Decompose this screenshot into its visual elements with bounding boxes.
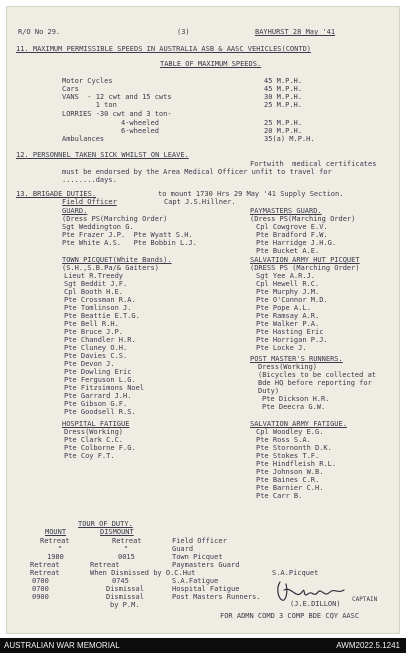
- tour-dismount: Dismissal: [106, 593, 144, 601]
- list-item: Pte Bruce J.P.: [64, 328, 124, 336]
- tour-mount: 1980: [47, 553, 64, 561]
- list-item: Pte Clark C.C.: [64, 436, 124, 444]
- speed-row-vehicle: 1 ton: [62, 101, 117, 109]
- tour-dismount: Dismissal: [106, 585, 144, 593]
- list-item: Pte Colborne F.G.: [64, 444, 136, 452]
- speed-row-value: 25 M.P.H.: [264, 101, 302, 109]
- speed-row-value: 45 M.P.H.: [264, 85, 302, 93]
- tour-duty: Hospital Fatigue: [172, 585, 240, 593]
- archive-footer: [0, 638, 406, 653]
- mount-instruction: to mount 1730 Hrs 29 May '41 Supply Section.: [158, 190, 344, 198]
- list-item: Pte Pope A.L.: [256, 304, 311, 312]
- list-item: Pte Baines C.R.: [256, 476, 320, 484]
- list-item: Pte Hindfleish R.L.: [256, 460, 337, 468]
- speed-row-value: 20 M.P.H.: [264, 127, 302, 135]
- list-item: Pte Fitzsimons Noel: [64, 384, 145, 392]
- order-reference: R/O No 29.: [18, 28, 61, 36]
- archive-name: AUSTRALIAN WAR MEMORIAL: [4, 641, 120, 650]
- list-item: Pte Johnson W.B.: [256, 468, 324, 476]
- duty-title: HOSPITAL FATIGUE: [62, 420, 130, 428]
- list-item: Pte Horrigan P.J.: [256, 336, 328, 344]
- duty-dress: (S.H.,S.B.Pa/& Gaiters): [62, 264, 159, 272]
- list-item: Pte Crossman R.A.: [64, 296, 136, 304]
- signatory-name: (J.E.DILLON): [290, 600, 341, 608]
- tour-mount: Retreat: [30, 561, 60, 569]
- duty-dress: (Dress PS(Marching Order): [250, 215, 356, 223]
- duty-title: GUARD.: [62, 207, 88, 215]
- tour-dismount: ": [124, 545, 129, 553]
- archive-reference: AWM2022.5.1241: [336, 641, 400, 650]
- tour-dismount: Retreat: [112, 537, 142, 545]
- list-item: Pte Dowling Eric: [64, 368, 132, 376]
- speed-row-vehicle: 4-wheeled: [62, 119, 159, 127]
- section-11-heading: 11. MAXIMUM PERMISSIBLE SPEEDS IN AUSTRALIA ASB & AASC VEHICLES(CONTD): [16, 45, 312, 53]
- list-item: Pte White A.S. Pte Bobbin L.J.: [62, 239, 197, 247]
- list-item: Pte Barnier C.H.: [256, 484, 324, 492]
- list-item: Pte Coy F.T.: [64, 452, 115, 460]
- list-item: Pte Davies C.S.: [64, 352, 128, 360]
- list-item: (Bicycles to be collected at: [258, 371, 377, 379]
- list-item: Dress(Working): [64, 428, 124, 436]
- list-item: Pte Goodsell R.S.: [64, 408, 136, 416]
- field-officer-label: Field Officer: [62, 198, 117, 206]
- tour-mount: 0900: [32, 593, 49, 601]
- section-13-heading: 13. BRIGADE DUTIES.: [16, 190, 97, 198]
- list-item: Sgt Yee A.R.J.: [256, 272, 316, 280]
- list-item: Pte Beattie E.T.G.: [64, 312, 140, 320]
- list-item: Pte Tomlinson J.: [64, 304, 132, 312]
- list-item: Pte O'Connor M.D.: [256, 296, 328, 304]
- list-item: Pte Hasting Eric: [256, 328, 324, 336]
- section-12-text: must be endorsed by the Area Medical Officer unfit to travel for: [62, 168, 332, 176]
- speed-table-title: TABLE OF MAXIMUM SPEEDS.: [160, 60, 262, 68]
- speed-row-vehicle: Motor Cycles: [62, 77, 113, 85]
- tour-mount: 0700: [32, 585, 49, 593]
- duty-dress: (DRESS PS (Marching Order): [250, 264, 360, 272]
- duty-title: TOWN PICQUET(White Bands).: [62, 256, 172, 264]
- list-item: Duty): [258, 387, 280, 395]
- tour-header-dismount: DISMOUNT: [100, 528, 134, 536]
- tour-duty: Guard: [172, 545, 194, 553]
- list-item: Pte Bucket A.E.: [256, 247, 320, 255]
- tour-dismount: by P.M.: [110, 601, 140, 609]
- list-item: Cpl Hewell R.C.: [256, 280, 320, 288]
- speed-row-vehicle: Cars: [62, 85, 79, 93]
- speed-row-vehicle: LORRIES -30 cwt and 3 ton-: [62, 110, 172, 118]
- list-item: Pte Ross S.A.: [256, 436, 311, 444]
- signoff-line: FOR ADMN COMD 3 COMP BDE CQY AASC: [220, 612, 360, 620]
- tour-duty: Post Masters Runners.: [172, 593, 261, 601]
- list-item: Pte Garrard J.H.: [64, 392, 132, 400]
- tour-dismount: Retreat: [90, 561, 120, 569]
- list-item: Pte Devon J.: [64, 360, 115, 368]
- list-item: Lieut R.Treedy: [64, 272, 124, 280]
- list-item: Pte Stornonth D.K.: [256, 444, 332, 452]
- list-item: Pte Bell R.H.: [64, 320, 119, 328]
- list-item: Pte Ramsay A.R.: [256, 312, 320, 320]
- duty-title: SALVATION ARMY HUT PICQUET: [250, 256, 360, 264]
- duty-title: PAYMASTERS GUARD.: [250, 207, 322, 215]
- list-item: Bde HQ before reporting for: [258, 379, 372, 387]
- tour-dismount: 0015: [118, 553, 135, 561]
- location-date: BAYHURST 28 May '41: [255, 28, 336, 36]
- list-item: Pte Stokes T.F.: [256, 452, 320, 460]
- list-item: Pte Walker P.A.: [256, 320, 320, 328]
- tour-duty: Paymasters Guard: [172, 561, 240, 569]
- speed-row-value: 45 M.P.H.: [264, 77, 302, 85]
- list-item: Pte Gibson G.F.: [64, 400, 128, 408]
- list-item: Cpl Woodley E.G.: [256, 428, 324, 436]
- list-item: Sgt Weddington G.: [62, 223, 134, 231]
- signatory-rank: CAPTAIN: [352, 596, 378, 603]
- sheet-number: (3): [177, 28, 190, 36]
- tour-header-mount: MOUNT: [45, 528, 67, 536]
- list-item: Pte Cluney O.H.: [64, 344, 128, 352]
- list-item: Cpl Cowgrove E.V.: [256, 223, 328, 231]
- list-item: Pte Ferguson L.G.: [64, 376, 136, 384]
- duty-title: SALVATION ARMY FATIGUE.: [250, 420, 347, 428]
- speed-row-vehicle: Ambulances: [62, 135, 105, 143]
- duty-dress: (Dress PS(Marching Order): [62, 215, 168, 223]
- tour-duty: Field Officer: [172, 537, 227, 545]
- speed-row-vehicle: VANS - 12 cwt and 15 cwts: [62, 93, 172, 101]
- list-item: Pte Bradford F.W.: [256, 231, 328, 239]
- tour-dismount: When Dismissed by O.C.Hut: [90, 569, 196, 577]
- list-item: Pte Locke J.: [256, 344, 307, 352]
- tour-mount: ": [58, 545, 63, 553]
- list-item: Pte Harridge J.H.G.: [256, 239, 337, 247]
- list-item: Pte Murphy J.M.: [256, 288, 320, 296]
- section-12-text: ........days.: [62, 176, 117, 184]
- speed-row-value: 30 M.P.H.: [264, 93, 302, 101]
- tour-mount: Retreat: [30, 569, 60, 577]
- list-item: Pte Carr B.: [256, 492, 303, 500]
- tour-dismount: 0745: [112, 577, 129, 585]
- tour-duty: S.A.Picquet: [272, 569, 319, 577]
- field-officer-name: Capt J.S.Hillner.: [164, 198, 236, 206]
- section-12-heading: 12. PERSONNEL TAKEN SICK WHILST ON LEAVE.: [16, 151, 189, 159]
- speed-row-value: 35(a) M.P.H.: [264, 135, 315, 143]
- tour-duty: Town Picquet: [172, 553, 223, 561]
- section-12-text: Fortwith medical certificates: [250, 160, 377, 168]
- tour-title: TOUR OF DUTY.: [78, 520, 133, 528]
- list-item: Sgt Beddit J.F.: [64, 280, 128, 288]
- list-item: Cpl Booth H.E.: [64, 288, 124, 296]
- tour-mount: Retreat: [40, 537, 70, 545]
- list-item: Pte Dickson H.R.: [262, 395, 330, 403]
- speed-row-vehicle: 6-wheeled: [62, 127, 159, 135]
- list-item: Pte Frazer J.P. Pte Wyatt S.H.: [62, 231, 193, 239]
- tour-mount: 0700: [32, 577, 49, 585]
- speed-row-value: 25 M.P.H.: [264, 119, 302, 127]
- duty-title: POST MASTER'S RUNNERS.: [250, 355, 343, 363]
- list-item: Dress(Working): [258, 363, 318, 371]
- list-item: Pte Chandler H.R.: [64, 336, 136, 344]
- tour-duty: S.A.Fatigue: [172, 577, 219, 585]
- list-item: Pte Deecra G.W.: [262, 403, 326, 411]
